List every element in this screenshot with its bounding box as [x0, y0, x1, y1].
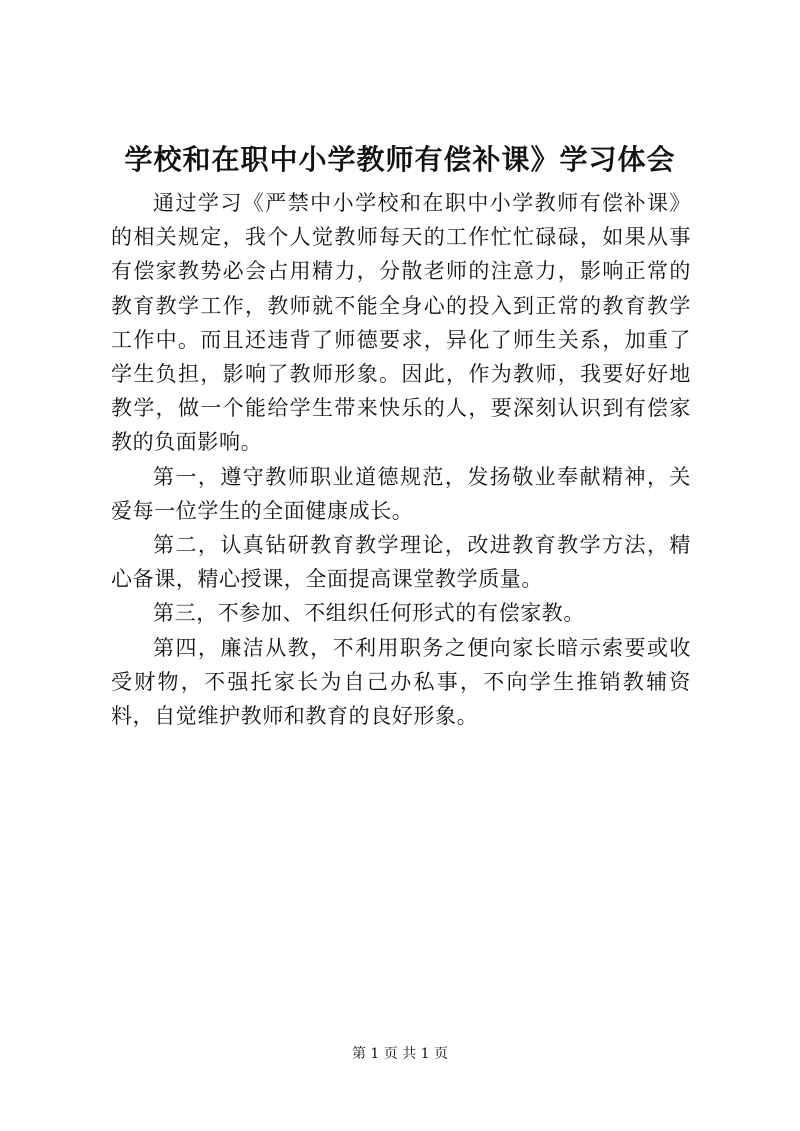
document-body [111, 186, 691, 733]
body-paragraph-3: 第二，认真钻研教育教学理论，改进教育教学方法，精心备课，精心授课，全面提高课堂教学质量。 [111, 533, 691, 592]
body-paragraph-4: 第三，不参加、不组织任何形式的有偿家教。 [153, 601, 585, 626]
body-paragraph-1: 通过学习《严禁中小学校和在职中小学教师有偿补课》的相关规定，我个人觉教师每天的工作忙忙碌碌，如果从事有偿家教势必会占用精力，分散老师的注意力，影响正常的教育教学工作，教师就不能全身心的投入到正常的教育教学工作中。而且还违背了师德要求，异化了师生关系，加重了学生负担，影响了教师形象。因此，作为教师，我要好好地教学，做一个能给学生带来快乐的人，要深刻认识到有偿家教的负面影响。 [111, 191, 691, 455]
body-paragraph-2: 第一，遵守教师职业道德规范，发扬敬业奉献精神，关爱每一位学生的全面健康成长。 [111, 464, 691, 523]
page-number-footer: 第 1 页 共 1 页 [351, 1046, 449, 1062]
document-title: 学校和在职中小学教师有偿补课》学习体会 [124, 143, 676, 176]
body-paragraph-5: 第四，廉洁从教，不利用职务之便向家长暗示索要或收受财物，不强托家长为自己办私事，不向学生推销教辅资料，自觉维护教师和教育的良好形象。 [111, 635, 691, 729]
